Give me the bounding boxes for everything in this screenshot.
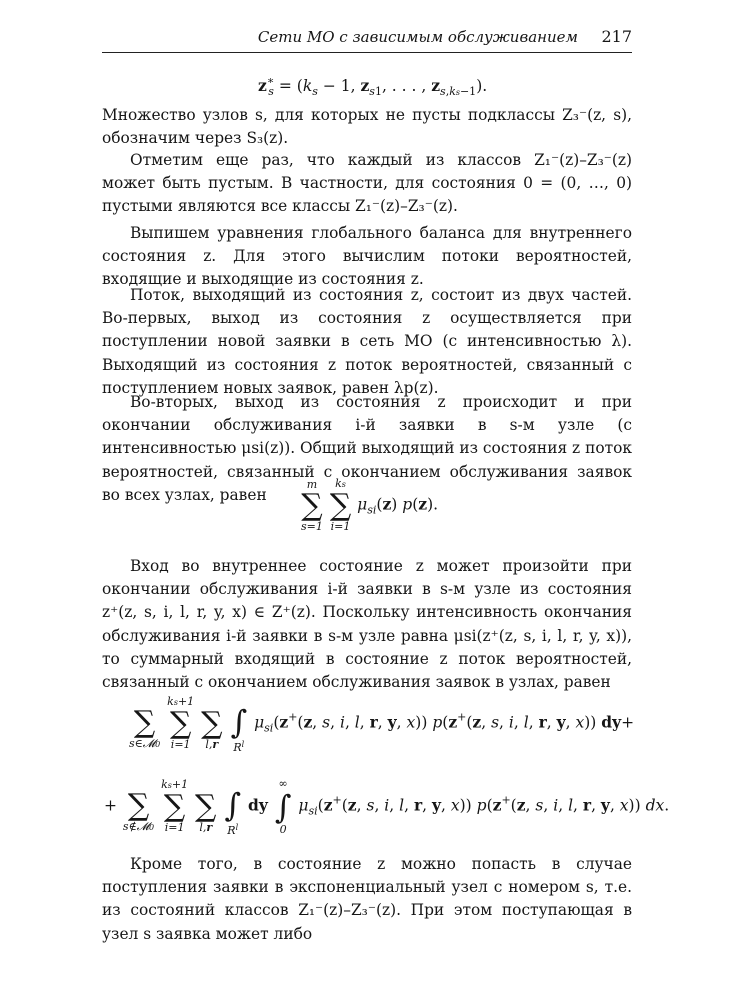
formula-inflow-m0: ∑ s∈𝓜0 ks+1 ∑ i=1 ∑ l,r ∫ $R^l$ $\mu_{si}(z^+(z$, s, i, l, r, y, x)) p(z+(z, s, i, l, r, y, x)) dy+ bbox=[129, 695, 635, 754]
formula-inflow-not-m0: + ∑ s∉𝓜0 ks+1 ∑ i=1 ∑ l,r ∫ $R^l$ dy ∞ ∫ 0 $\mu_{si}(z^+(z$, s, i, l, r, y, x)) p(z+(z, s, i, l, r, y, x)) dx. bbox=[104, 776, 670, 837]
formula-z-star: $z^∗_s = (k_s - 1$, $z_{s1}$, . . . , $z_{s,ks-1}$). bbox=[258, 74, 488, 98]
paragraph-4: Поток, выходящий из состояния z, состоит из двух частей. Во-первых, выход из состояния z осуществляется при поступлении новой заявки в сеть МО (с интенсивностью λ). Выходящий из состояния z поток вероятностей, связанный с поступлением новых заявок, равен λp(z). bbox=[102, 286, 632, 397]
running-header bbox=[102, 26, 632, 53]
running-title: Сети МО с зависимым обслуживанием bbox=[257, 28, 578, 46]
page-number: 217 bbox=[601, 27, 632, 46]
paragraph-6: Вход во внутреннее состояние z может произойти при окончании обслуживания i-й заявки в s-м узле из состояния z⁺(z, s, i, l, r, y, x) ∈ Z⁺(z). Поскольку интенсивность окончания обслуживания i-й заявки в s-м узле равна μsi(z⁺(z, s, i, l, r, y, x)), то суммарный входящий в состояние z поток вероятностей, связанный с окончанием обслуживания заявок в узлах, равен bbox=[102, 557, 632, 692]
paragraph-7: Кроме того, в состояние z можно попасть в случае поступления заявки в экспоненциальный узел с номером s, т.е. из состояний классов Z₁⁻(z)–Z₃⁻(z). При этом поступающая в узел s заявка может либо bbox=[102, 855, 632, 943]
formula-outflow-service: m ∑ s=1 ks ∑ i=1 $\mu_{si}(z)$ p(z). bbox=[301, 477, 439, 533]
paragraph-5: Во-вторых, выход из состояния z происходит и при окончании обслуживания i-й заявки в s-м узле (с интенсивностью μsi(z)). Общий выходящий из состояния z поток вероятностей, связанный с окончанием обслуживания заявок во всех узлах, равен bbox=[102, 393, 632, 504]
paragraph-1: Множество узлов s, для которых не пусты подклассы Z₃⁻(z, s), обозначим через S₃(z). bbox=[102, 106, 632, 148]
paragraph-2: Отметим еще раз, что каждый из классов Z₁⁻(z)–Z₃⁻(z) может быть пустым. В частности, для состояния 0 = (0, …, 0) пустыми являются все классы Z₁⁻(z)–Z₃⁻(z). bbox=[102, 151, 632, 216]
paragraph-3: Выпишем уравнения глобального баланса для внутреннего состояния z. Для этого вычислим потоки вероятностей, входящие и выходящие из состояния z. bbox=[102, 224, 632, 289]
